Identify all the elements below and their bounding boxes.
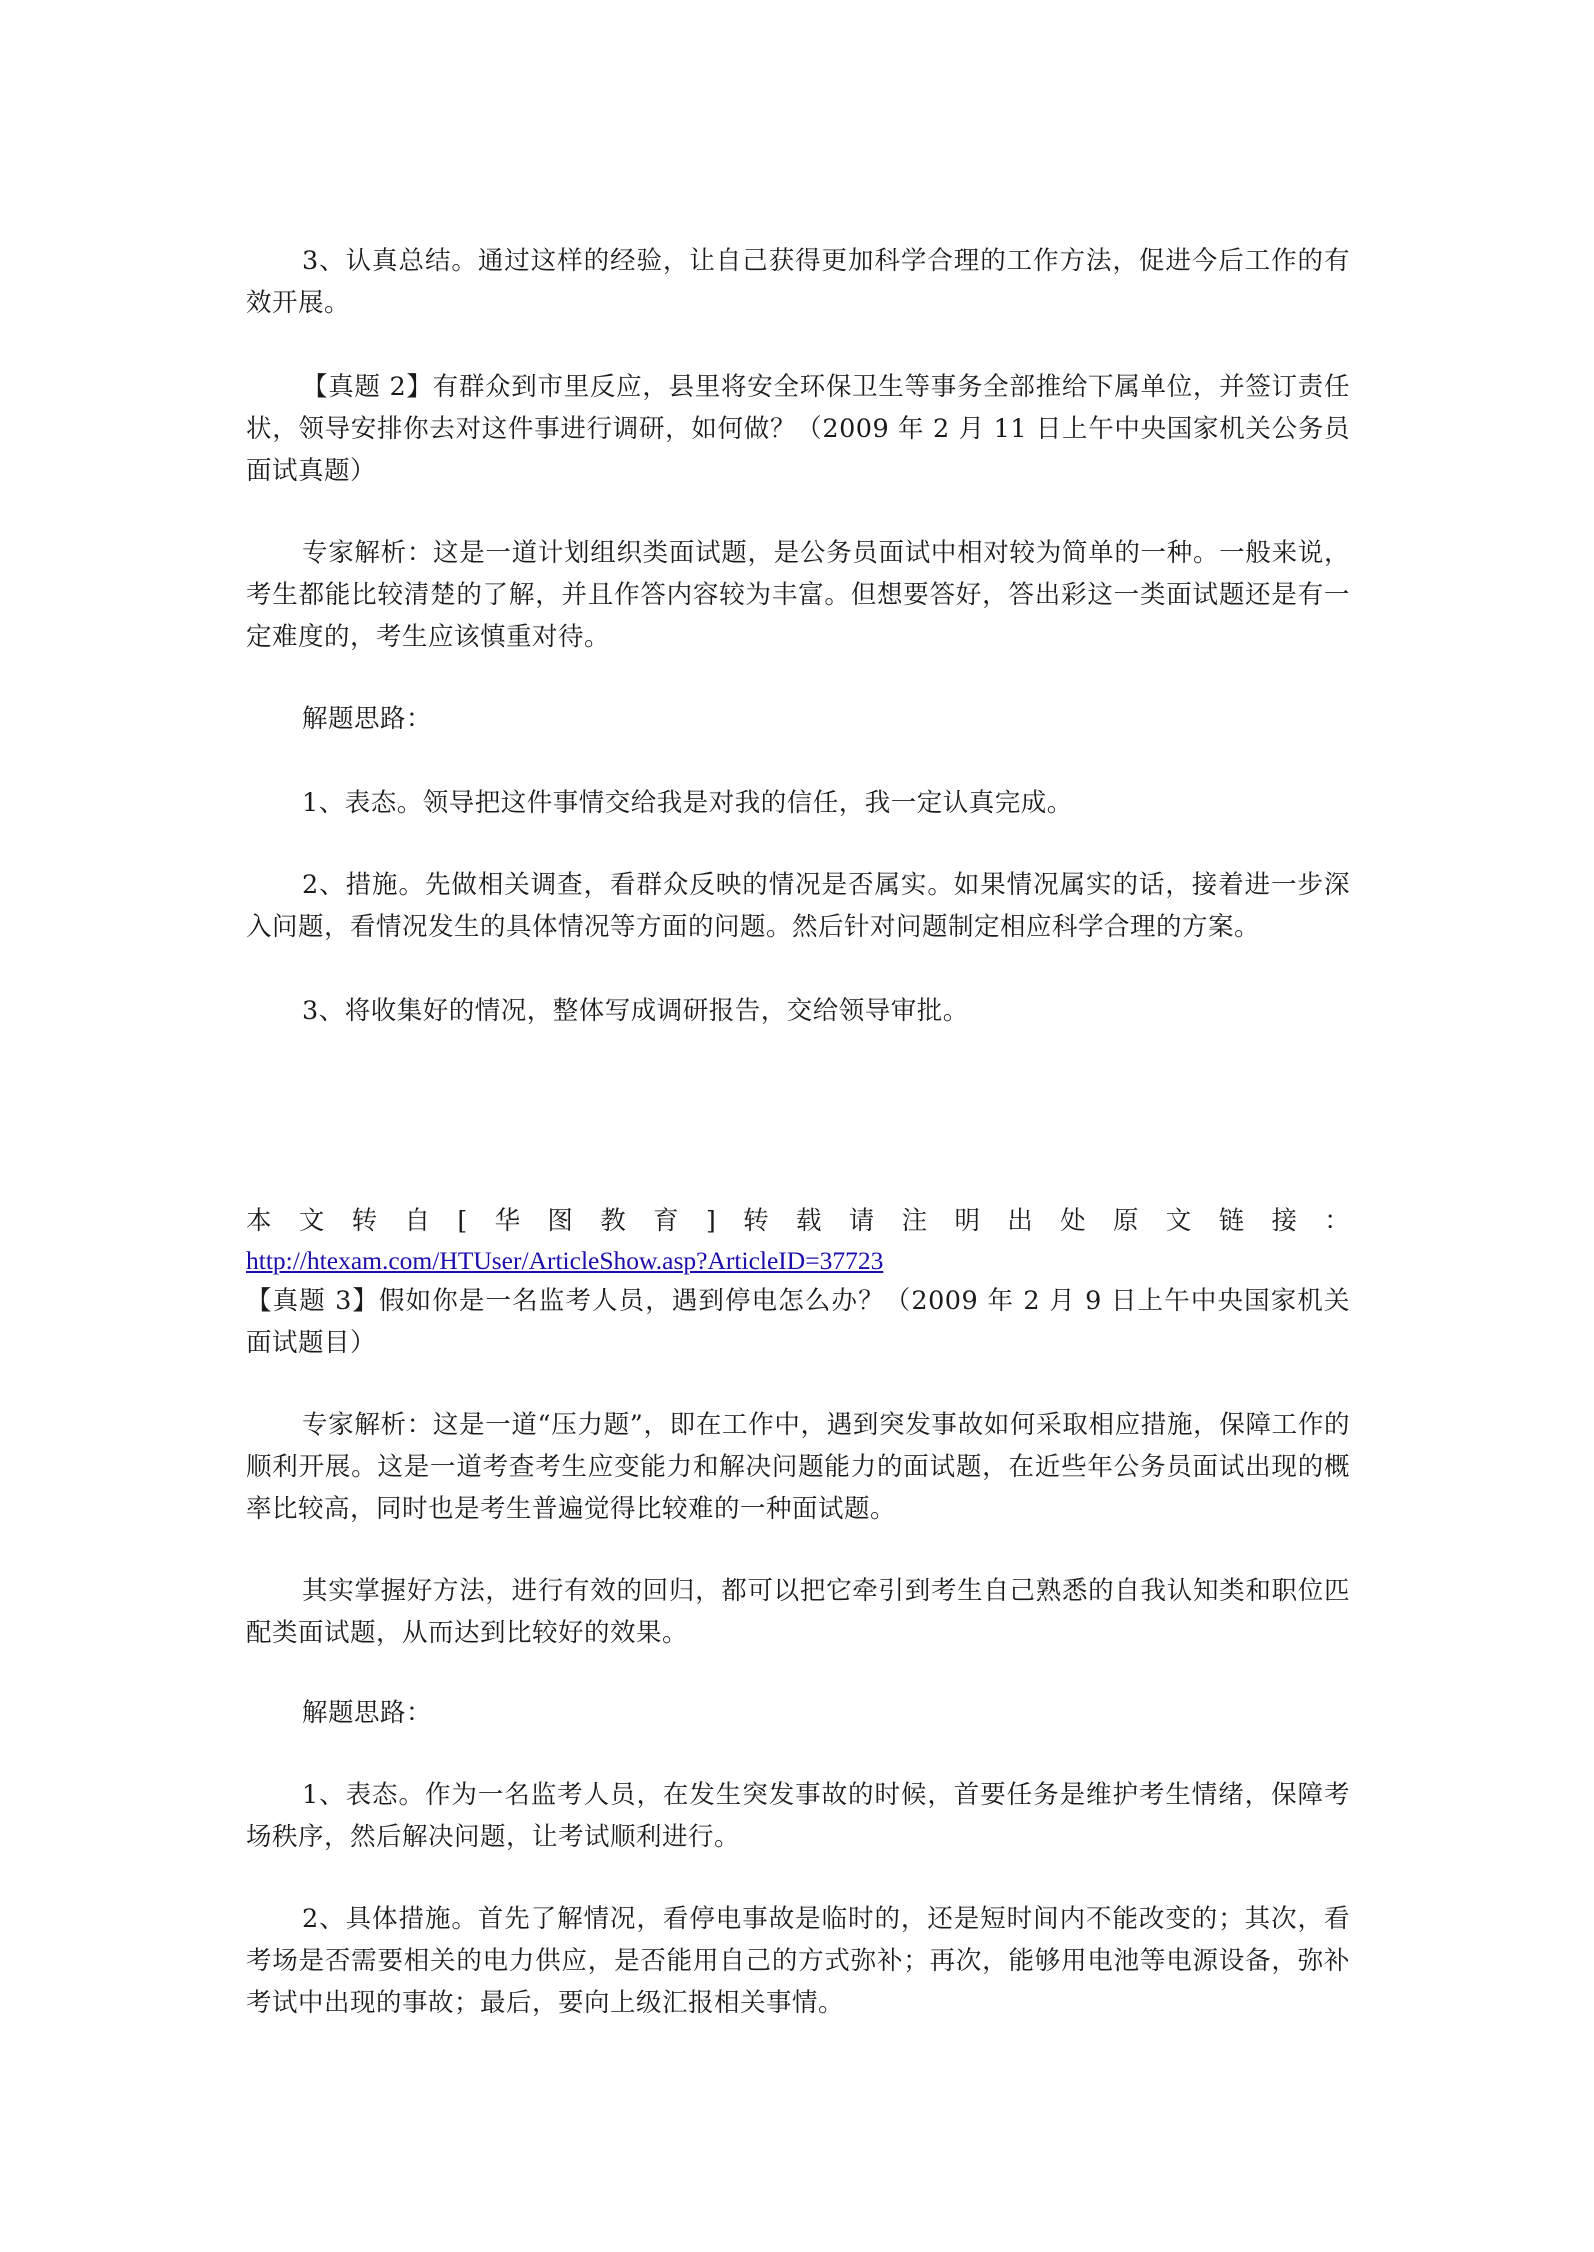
question-2: 【真题 2】有群众到市里反应，县里将安全环保卫生等事务全部推给下属单位，并签订责任状，领导安排你去对这件事进行调研，如何做？（2009 年 2 月 11 日上午中央国家机关公务员面试真题） [246,372,1350,486]
source-line-char: 图 [547,1206,573,1236]
source-line-char: 请 [848,1206,875,1236]
question-3: 【真题 3】假如你是一名监考人员，遇到停电怎么办？（2009 年 2 月 9 日上午中央国家机关面试题目） [246,1286,1350,1358]
question-3-step-1: 1、表态。作为一名监考人员，在发生突发事故的时候，首要任务是维护考生情绪，保障考场秩序，然后解决问题，让考试顺利进行。 [246,1780,1350,1852]
source-attribution-line [246,1200,1350,1242]
paragraph-summary-step: 3、认真总结。通过这样的经验，让自己获得更加科学合理的工作方法，促进今后工作的有效开展。 [246,246,1350,318]
source-line-char: [ [457,1206,468,1236]
source-line-char: 转 [743,1206,769,1236]
question-2-analysis: 专家解析：这是一道计划组织类面试题，是公务员面试中相对较为简单的一种。一般来说，考生都能比较清楚的了解，并且作答内容较为丰富。但想要答好，答出彩这一类面试题还是有一定难度的，考生应该慎重对待。 [246,538,1350,652]
source-link[interactable]: http://htexam.com/HTUser/ArticleShow.asp?ArticleID=37723 [246,1246,884,1275]
question-3-note: 其实掌握好方法，进行有效的回归，都可以把它牵引到考生自己熟悉的自我认知类和职位匹配类面试题，从而达到比较好的效果。 [246,1576,1350,1648]
source-line-char: 注 [901,1206,928,1236]
question-2-approach-heading: 解题思路： [302,704,433,734]
question-2-step-1: 1、表态。领导把这件事情交给我是对我的信任，我一定认真完成。 [302,788,1073,818]
source-line-char: 链 [1218,1206,1245,1236]
source-line-char: 载 [795,1206,822,1236]
source-line-char: ] [705,1206,716,1236]
source-line-char: 原 [1112,1206,1139,1236]
source-line-char: 文 [1165,1206,1192,1236]
question-3-analysis: 专家解析：这是一道“压力题”，即在工作中，遇到突发事故如何采取相应措施，保障工作的顺利开展。这是一道考查考生应变能力和解决问题能力的面试题，在近些年公务员面试出现的概率比较高，同时也是考生普遍觉得比较难的一种面试题。 [246,1410,1350,1524]
source-line-char: 本 [246,1206,272,1236]
question-2-step-2: 2、措施。先做相关调查，看群众反映的情况是否属实。如果情况属实的话，接着进一步深入问题，看情况发生的具体情况等方面的问题。然后针对问题制定相应科学合理的方案。 [246,870,1350,942]
source-line-char: 处 [1060,1206,1086,1236]
source-line-char: 育 [653,1206,679,1236]
source-line-char: 教 [600,1206,626,1236]
source-line-char: 接 [1271,1206,1297,1236]
question-3-step-2: 2、具体措施。首先了解情况，看停电事故是临时的，还是短时间内不能改变的；其次，看考场是否需要相关的电力供应，是否能用自己的方式弥补；再次，能够用电池等电源设备，弥补考试中出现的事故；最后，要向上级汇报相关事情。 [246,1904,1350,2018]
source-line-char: ： [1324,1206,1350,1236]
source-line-char: 明 [954,1206,980,1236]
source-line-char: 华 [494,1206,521,1236]
source-line-char: 出 [1007,1206,1033,1236]
source-line-char: 文 [298,1206,325,1236]
question-2-step-3: 3、将收集好的情况，整体写成调研报告，交给领导审批。 [302,996,969,1026]
source-line-char: 转 [351,1206,378,1236]
question-3-approach-heading: 解题思路： [302,1698,433,1728]
source-line-char: 自 [404,1206,430,1236]
